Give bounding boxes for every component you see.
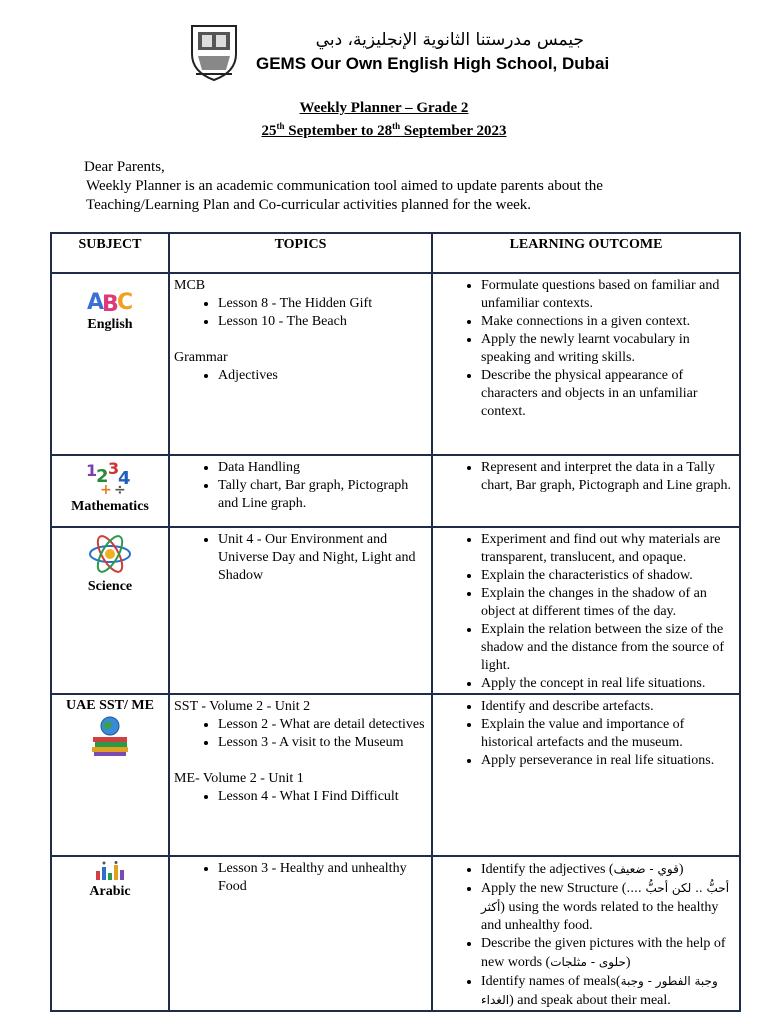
topics-cell xyxy=(169,455,432,527)
list-item: • Tally chart, Bar graph, Pictograph and Line graph. xyxy=(218,477,427,513)
topic-list xyxy=(174,367,427,385)
outcomes-cell xyxy=(432,273,740,455)
school-name-english: GEMS Our Own English High School, Dubai xyxy=(256,54,610,73)
table-row xyxy=(51,856,740,1011)
school-name-arabic: جيمس مدرستنا الثانوية الإنجليزية، دبي xyxy=(315,30,584,50)
list-item: • Explain the relation between the size of the shadow and the distance from the source of light. xyxy=(481,621,735,675)
school-header xyxy=(186,22,610,82)
outcomes-cell xyxy=(432,527,740,694)
intro-letter xyxy=(80,158,700,215)
table-header-row xyxy=(51,233,740,273)
header-subject: SUBJECT xyxy=(51,233,169,273)
list-item: • Lesson 10 - The Beach xyxy=(218,313,427,331)
list-item: • Explain the characteristics of shadow. xyxy=(481,567,735,585)
list-item: • Formulate questions based on familiar and unfamiliar contexts. xyxy=(481,277,735,313)
list-item: • Experiment and find out why materials are transparent, translucent, and opaque. xyxy=(481,531,735,567)
subject-cell xyxy=(51,527,169,694)
topic-heading: ME- Volume 2 - Unit 1 xyxy=(174,771,304,786)
svg-text:A: A xyxy=(87,290,105,314)
list-item: • Identify and describe artefacts. xyxy=(481,698,735,716)
outcome-list xyxy=(437,277,735,421)
planner-date-range: 25th September to 28th September 2023 xyxy=(261,121,507,139)
intro-body: Weekly Planner is an academic communication tool aimed to update parents about the Teaching/Learning Plan and Co-curricular activities planned for the week. xyxy=(86,178,603,213)
subject-label: Science xyxy=(87,579,133,594)
list-item: • Lesson 4 - What I Find Difficult xyxy=(218,788,427,806)
arabic-letters-icon xyxy=(93,861,127,881)
list-item: • Lesson 2 - What are detail detectives xyxy=(218,716,427,734)
list-item: • Explain the changes in the shadow of an object at different times of the day. xyxy=(481,585,735,621)
list-item: • Apply the new Structure (أحبُّ .. لكن أحبُّ .... أكثر) using the words related to the healthy and unhealthy food. xyxy=(481,879,735,935)
table-row xyxy=(51,455,740,527)
subject-label: English xyxy=(87,317,133,332)
svg-text:1: 1 xyxy=(86,461,98,480)
list-item: • Lesson 3 - Healthy and unhealthy Food xyxy=(218,860,427,896)
atom-icon xyxy=(88,532,132,576)
svg-text:4: 4 xyxy=(118,468,131,489)
table-row xyxy=(51,694,740,856)
list-item: • Identify names of meals(وجبة الفطور - وجبة الغداء) and speak about their meal. xyxy=(481,972,735,1010)
list-item: • Apply perseverance in real life situations. xyxy=(481,752,735,770)
outcome-list xyxy=(437,698,735,770)
svg-text:+: + xyxy=(100,482,112,496)
topics-cell xyxy=(169,856,432,1011)
header-learning-outcome: LEARNING OUTCOME xyxy=(432,233,740,273)
topic-list xyxy=(174,788,427,806)
list-item: • Describe the physical appearance of characters and objects in an unfamiliar context. xyxy=(481,367,735,421)
svg-text:B: B xyxy=(102,292,119,314)
subject-cell xyxy=(51,856,169,1011)
table-row xyxy=(51,527,740,694)
greeting: Dear Parents, xyxy=(84,159,165,175)
outcome-list xyxy=(437,459,735,495)
header-topics: TOPICS xyxy=(169,233,432,273)
topic-heading: SST - Volume 2 - Unit 2 xyxy=(174,699,311,714)
list-item: • Adjectives xyxy=(218,367,427,385)
subject-cell xyxy=(51,273,169,455)
outcomes-cell xyxy=(432,856,740,1011)
list-item: • Apply the concept in real life situations. xyxy=(481,675,735,693)
outcome-list xyxy=(437,860,735,1010)
subject-cell xyxy=(51,455,169,527)
planner-title: Weekly Planner – Grade 2 xyxy=(299,100,469,116)
subject-label: Mathematics xyxy=(71,499,149,514)
list-item: • Unit 4 - Our Environment and Universe Day and Night, Light and Shadow xyxy=(218,531,427,585)
list-item: • Identify the adjectives (قوي - ضعيف) xyxy=(481,860,735,879)
topics-cell xyxy=(169,273,432,455)
list-item: • Explain the value and importance of historical artefacts and the museum. xyxy=(481,716,735,752)
topics-cell xyxy=(169,527,432,694)
abc-blocks-icon xyxy=(86,284,134,314)
svg-text:÷: ÷ xyxy=(114,482,126,496)
globe-books-icon xyxy=(87,715,133,757)
list-item: • Data Handling xyxy=(218,459,427,477)
svg-text:C: C xyxy=(117,290,134,314)
topic-list xyxy=(174,295,427,331)
list-item: • Lesson 8 - The Hidden Gift xyxy=(218,295,427,313)
list-item: • Describe the given pictures with the help of new words (حلوى - مثلجات) xyxy=(481,935,735,972)
subject-cell xyxy=(51,694,169,856)
list-item: • Apply the newly learnt vocabulary in speaking and writing skills. xyxy=(481,331,735,367)
topic-heading: MCB xyxy=(174,278,206,293)
math-numbers-icon xyxy=(84,458,136,496)
table-row xyxy=(51,273,740,455)
planner-table xyxy=(50,232,741,1012)
topics-cell xyxy=(169,694,432,856)
subject-label: Arabic xyxy=(89,884,131,899)
topic-list xyxy=(174,531,427,585)
svg-text:3: 3 xyxy=(108,459,120,478)
topic-list xyxy=(174,459,427,513)
svg-text:2: 2 xyxy=(96,466,109,487)
outcomes-cell xyxy=(432,694,740,856)
school-crest-icon xyxy=(186,22,242,82)
subject-label: UAE SST/ ME xyxy=(66,698,154,713)
outcome-list xyxy=(437,531,735,693)
topic-list xyxy=(174,860,427,896)
outcomes-cell xyxy=(432,455,740,527)
topic-list xyxy=(174,716,427,752)
list-item: • Make connections in a given context. xyxy=(481,313,735,331)
list-item: • Represent and interpret the data in a Tally chart, Bar graph, Pictograph and Line graph. xyxy=(481,459,735,495)
list-item: • Lesson 3 - A visit to the Museum xyxy=(218,734,427,752)
topic-heading: Grammar xyxy=(174,350,228,365)
